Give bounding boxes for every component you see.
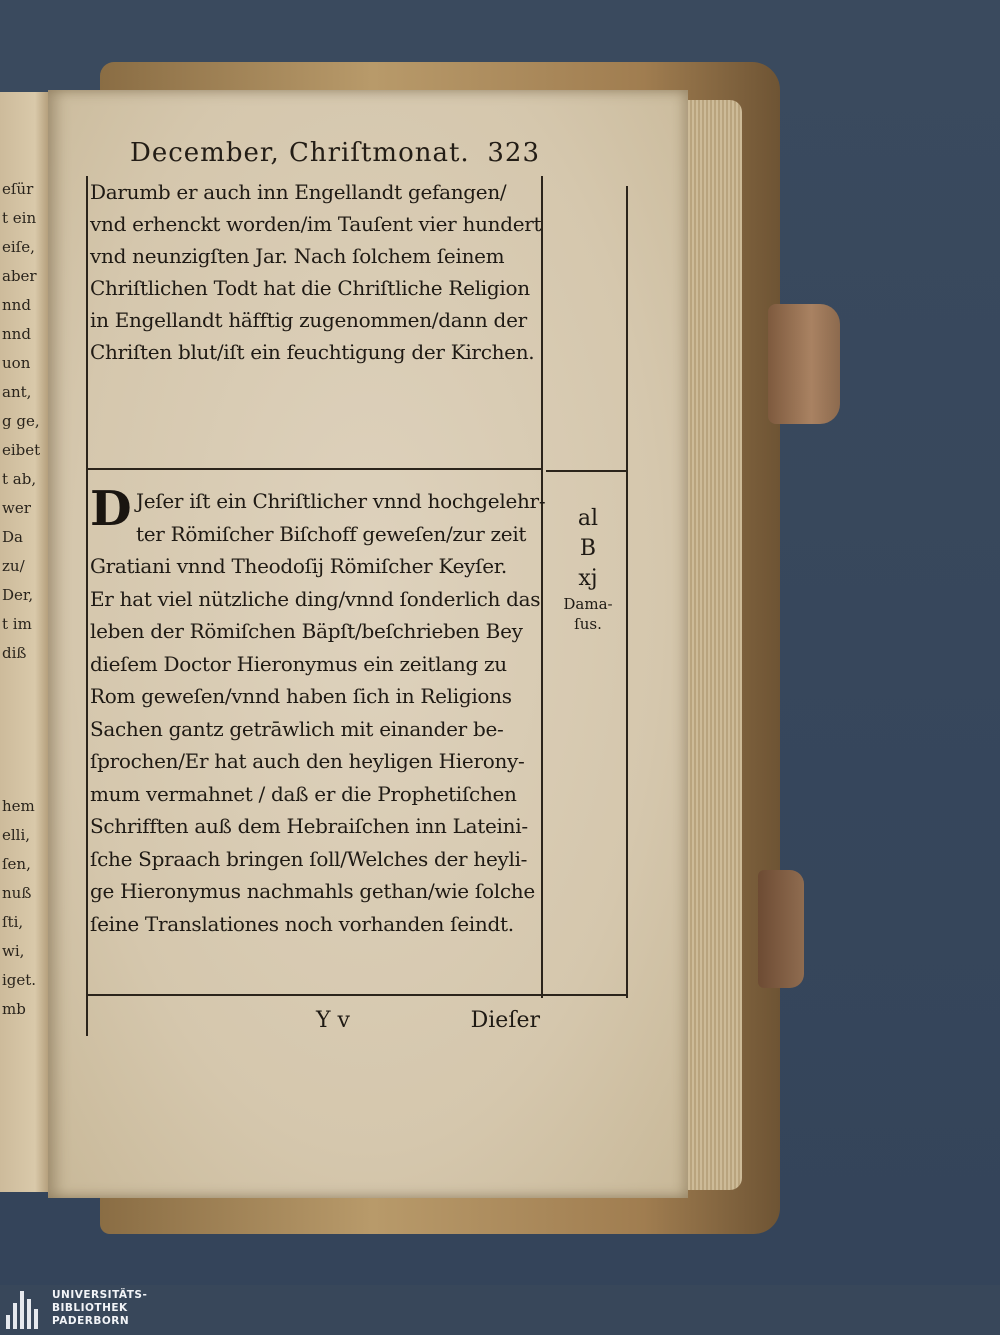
left-page-fragment: nnd	[2, 325, 31, 343]
text-line: Gratiani vnnd Theodoſij Römiſcher Keyſer.	[90, 554, 507, 578]
frame-rule-top-right	[546, 470, 626, 472]
margin-note: Dama-	[563, 595, 613, 613]
clasp-lower	[758, 870, 804, 988]
left-facing-page	[0, 92, 50, 1192]
left-page-fragment: Da	[2, 528, 23, 546]
left-page-fragment: ant,	[2, 383, 32, 401]
text-line: dieſem Doctor Hieronymus ein zeitlang zu	[90, 651, 507, 676]
left-page-fragment: eibet	[2, 441, 41, 459]
left-page-fragment: ſti,	[2, 913, 24, 931]
left-page-fragment: elli,	[2, 826, 31, 844]
running-title: December, Chriſtmonat.	[130, 138, 470, 168]
margin-note: B	[579, 536, 597, 561]
left-page-fragment: t ab,	[2, 470, 37, 488]
logo-line: UNIVERSITÄTS-	[52, 1289, 148, 1301]
text-block-upper	[90, 176, 540, 368]
text-line: ſprochen/Er hat auch den heyligen Hierony-	[90, 749, 525, 773]
text-line: mum vermahnet / daß er die Prophetiſchen	[90, 781, 517, 806]
text-line: Er hat viel nützliche ding/vnnd ſonderlich das	[90, 586, 541, 611]
running-head	[130, 138, 540, 174]
left-page-fragment: eiſe,	[2, 238, 35, 256]
logo-line: BIBLIOTHEK	[52, 1302, 128, 1314]
frame-rule-right	[626, 186, 628, 998]
left-page-fragment: ſen,	[2, 855, 31, 873]
text-line: Rom geweſen/vnnd haben ſich in Religions	[90, 684, 512, 708]
left-page-fragment: wer	[2, 499, 31, 517]
text-line: in Engellandt häfftig zugenommen/dann der	[90, 308, 527, 332]
page-number: 323	[487, 138, 540, 168]
library-logo-icon	[6, 1291, 42, 1329]
text-line: Jeſer iſt ein Chriſtlicher vnnd hochgelehr-	[136, 489, 546, 513]
left-page-fragment: t ein	[2, 209, 37, 227]
text-line: Schrifften auß dem Hebraiſchen inn Lateini-	[90, 814, 528, 838]
text-line: Sachen gantz getrāwlich mit einander be-	[90, 716, 504, 741]
margin-note: xj	[578, 566, 598, 591]
text-line: vnd neunzigſten Jar. Nach ſolchem ſeinem	[90, 244, 505, 268]
catchword: Dieſer	[470, 1008, 540, 1033]
text-line: Chriſten blut/iſt ein feuchtigung der Kirchen.	[90, 340, 535, 364]
initial-letter: D	[90, 481, 132, 537]
left-page-fragment: diß	[2, 644, 27, 662]
left-page-fragment: aber	[2, 267, 37, 285]
left-page-fragment: zu/	[2, 557, 25, 575]
logo-line: PADERBORN	[52, 1315, 130, 1327]
frame-rule-top-mid	[88, 468, 542, 470]
left-page-fragment: Der,	[2, 586, 34, 604]
left-page-fragment: mb	[2, 1000, 26, 1018]
text-line: ge Hieronymus nachmahls gethan/wie ſolche	[90, 879, 535, 903]
text-line: ſeine Translationes noch vorhanden ſeindt.	[90, 911, 514, 936]
left-page-fragment: nnd	[2, 296, 31, 314]
left-page-fragment: wi,	[2, 942, 25, 960]
left-page-fragment: g ge,	[2, 412, 40, 430]
signature-mark: Y v	[316, 1008, 350, 1033]
left-page-fragment: hem	[2, 797, 35, 815]
catchline	[300, 1008, 540, 1042]
text-line: Darumb er auch inn Engellandt gefangen/	[90, 180, 507, 204]
library-logo-text	[52, 1289, 147, 1328]
left-page-fragment: nuß	[2, 884, 32, 902]
left-page-fragment: eſür	[2, 180, 34, 198]
margin-note: al	[577, 506, 599, 531]
footer-bar	[0, 1285, 1000, 1335]
text-line: vnd erhenckt worden/im Tauſent vier hundert	[90, 212, 542, 236]
text-line: ter Römiſcher Biſchoff geweſen/zur zeit	[136, 521, 527, 546]
text-line: leben der Römiſchen Bäpſt/beſchrieben Bey	[90, 619, 523, 643]
left-page-fragment: uon	[2, 354, 31, 372]
left-page-fragment: iget.	[2, 971, 37, 989]
left-page-fragment: t im	[2, 615, 32, 633]
frame-rule-bottom	[88, 994, 628, 996]
margin-note: ſus.	[574, 615, 602, 633]
text-line: ſche Spraach bringen ſoll/Welches der heyli-	[90, 846, 528, 871]
text-line: Chriſtlichen Todt hat die Chriſtliche Religion	[90, 276, 530, 300]
frame-rule-left	[86, 176, 88, 1036]
page-fore-edge	[680, 100, 742, 1190]
text-block-lower	[90, 481, 546, 940]
margin-notes	[553, 504, 623, 634]
clasp-upper	[768, 304, 840, 424]
